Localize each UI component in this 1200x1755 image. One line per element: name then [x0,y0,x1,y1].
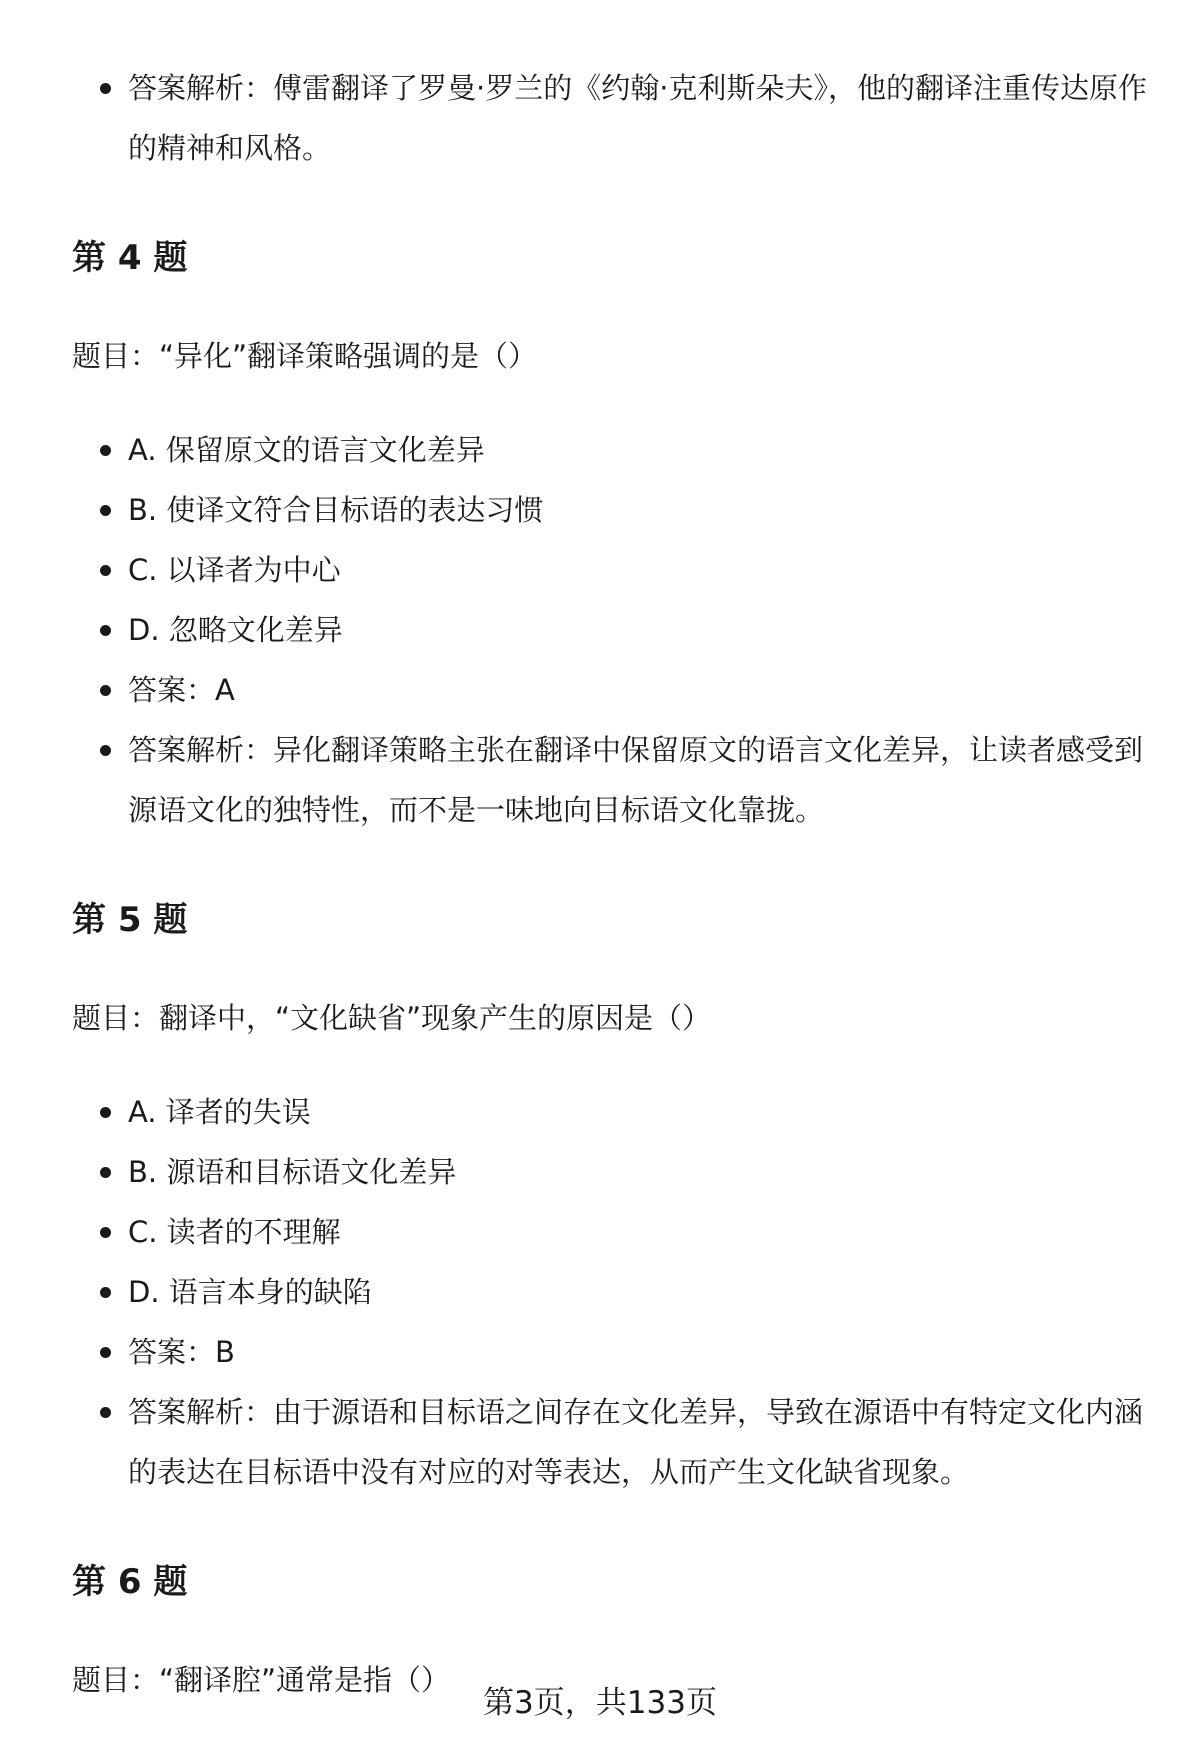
q5-options-list [72,1082,1162,1502]
q6-stem: 题目：“翻译腔”通常是指（） [72,1663,451,1697]
q5-analysis: 答案解析：由于源语和目标语之间存在文化差异，导致在源语中有特定文化内涵的表达在目标语中没有对应的对等表达，从而产生文化缺省现象。 [72,1382,1162,1502]
q4-option-b: B. 使译文符合目标语的表达习惯 [72,480,1162,540]
q4-option-c: C. 以译者为中心 [72,540,1162,600]
q5-option-c: C. 读者的不理解 [72,1202,1162,1262]
page-content [72,58,1162,1744]
q4-option-d: D. 忽略文化差异 [72,600,1162,660]
q5-option-d: D. 语言本身的缺陷 [72,1262,1162,1322]
q5-option-a: A. 译者的失误 [72,1082,1162,1142]
q3-tail-list [72,58,1162,178]
q5-answer: 答案：B [72,1322,1162,1382]
q4-analysis: 答案解析：异化翻译策略主张在翻译中保留原文的语言文化差异，让读者感受到源语文化的独特性，而不是一味地向目标语文化靠拢。 [72,720,1162,840]
q5-stem: 题目：翻译中，“文化缺省”现象产生的原因是（） [72,1001,712,1035]
q3-analysis: 答案解析：傅雷翻译了罗曼·罗兰的《约翰·克利斯朵夫》，他的翻译注重传达原作的精神和风格。 [72,58,1162,178]
page-footer: 第3页，共133页 [483,1685,717,1721]
q4-stem: 题目：“异化”翻译策略强调的是（） [72,339,538,373]
q5-heading: 第 5 题 [72,900,188,940]
q4-answer: 答案：A [72,660,1162,720]
q4-heading: 第 4 题 [72,238,188,278]
q4-option-a: A. 保留原文的语言文化差异 [72,420,1162,480]
q4-options-list [72,420,1162,840]
q6-heading: 第 6 题 [72,1562,188,1602]
q5-option-b: B. 源语和目标语文化差异 [72,1142,1162,1202]
